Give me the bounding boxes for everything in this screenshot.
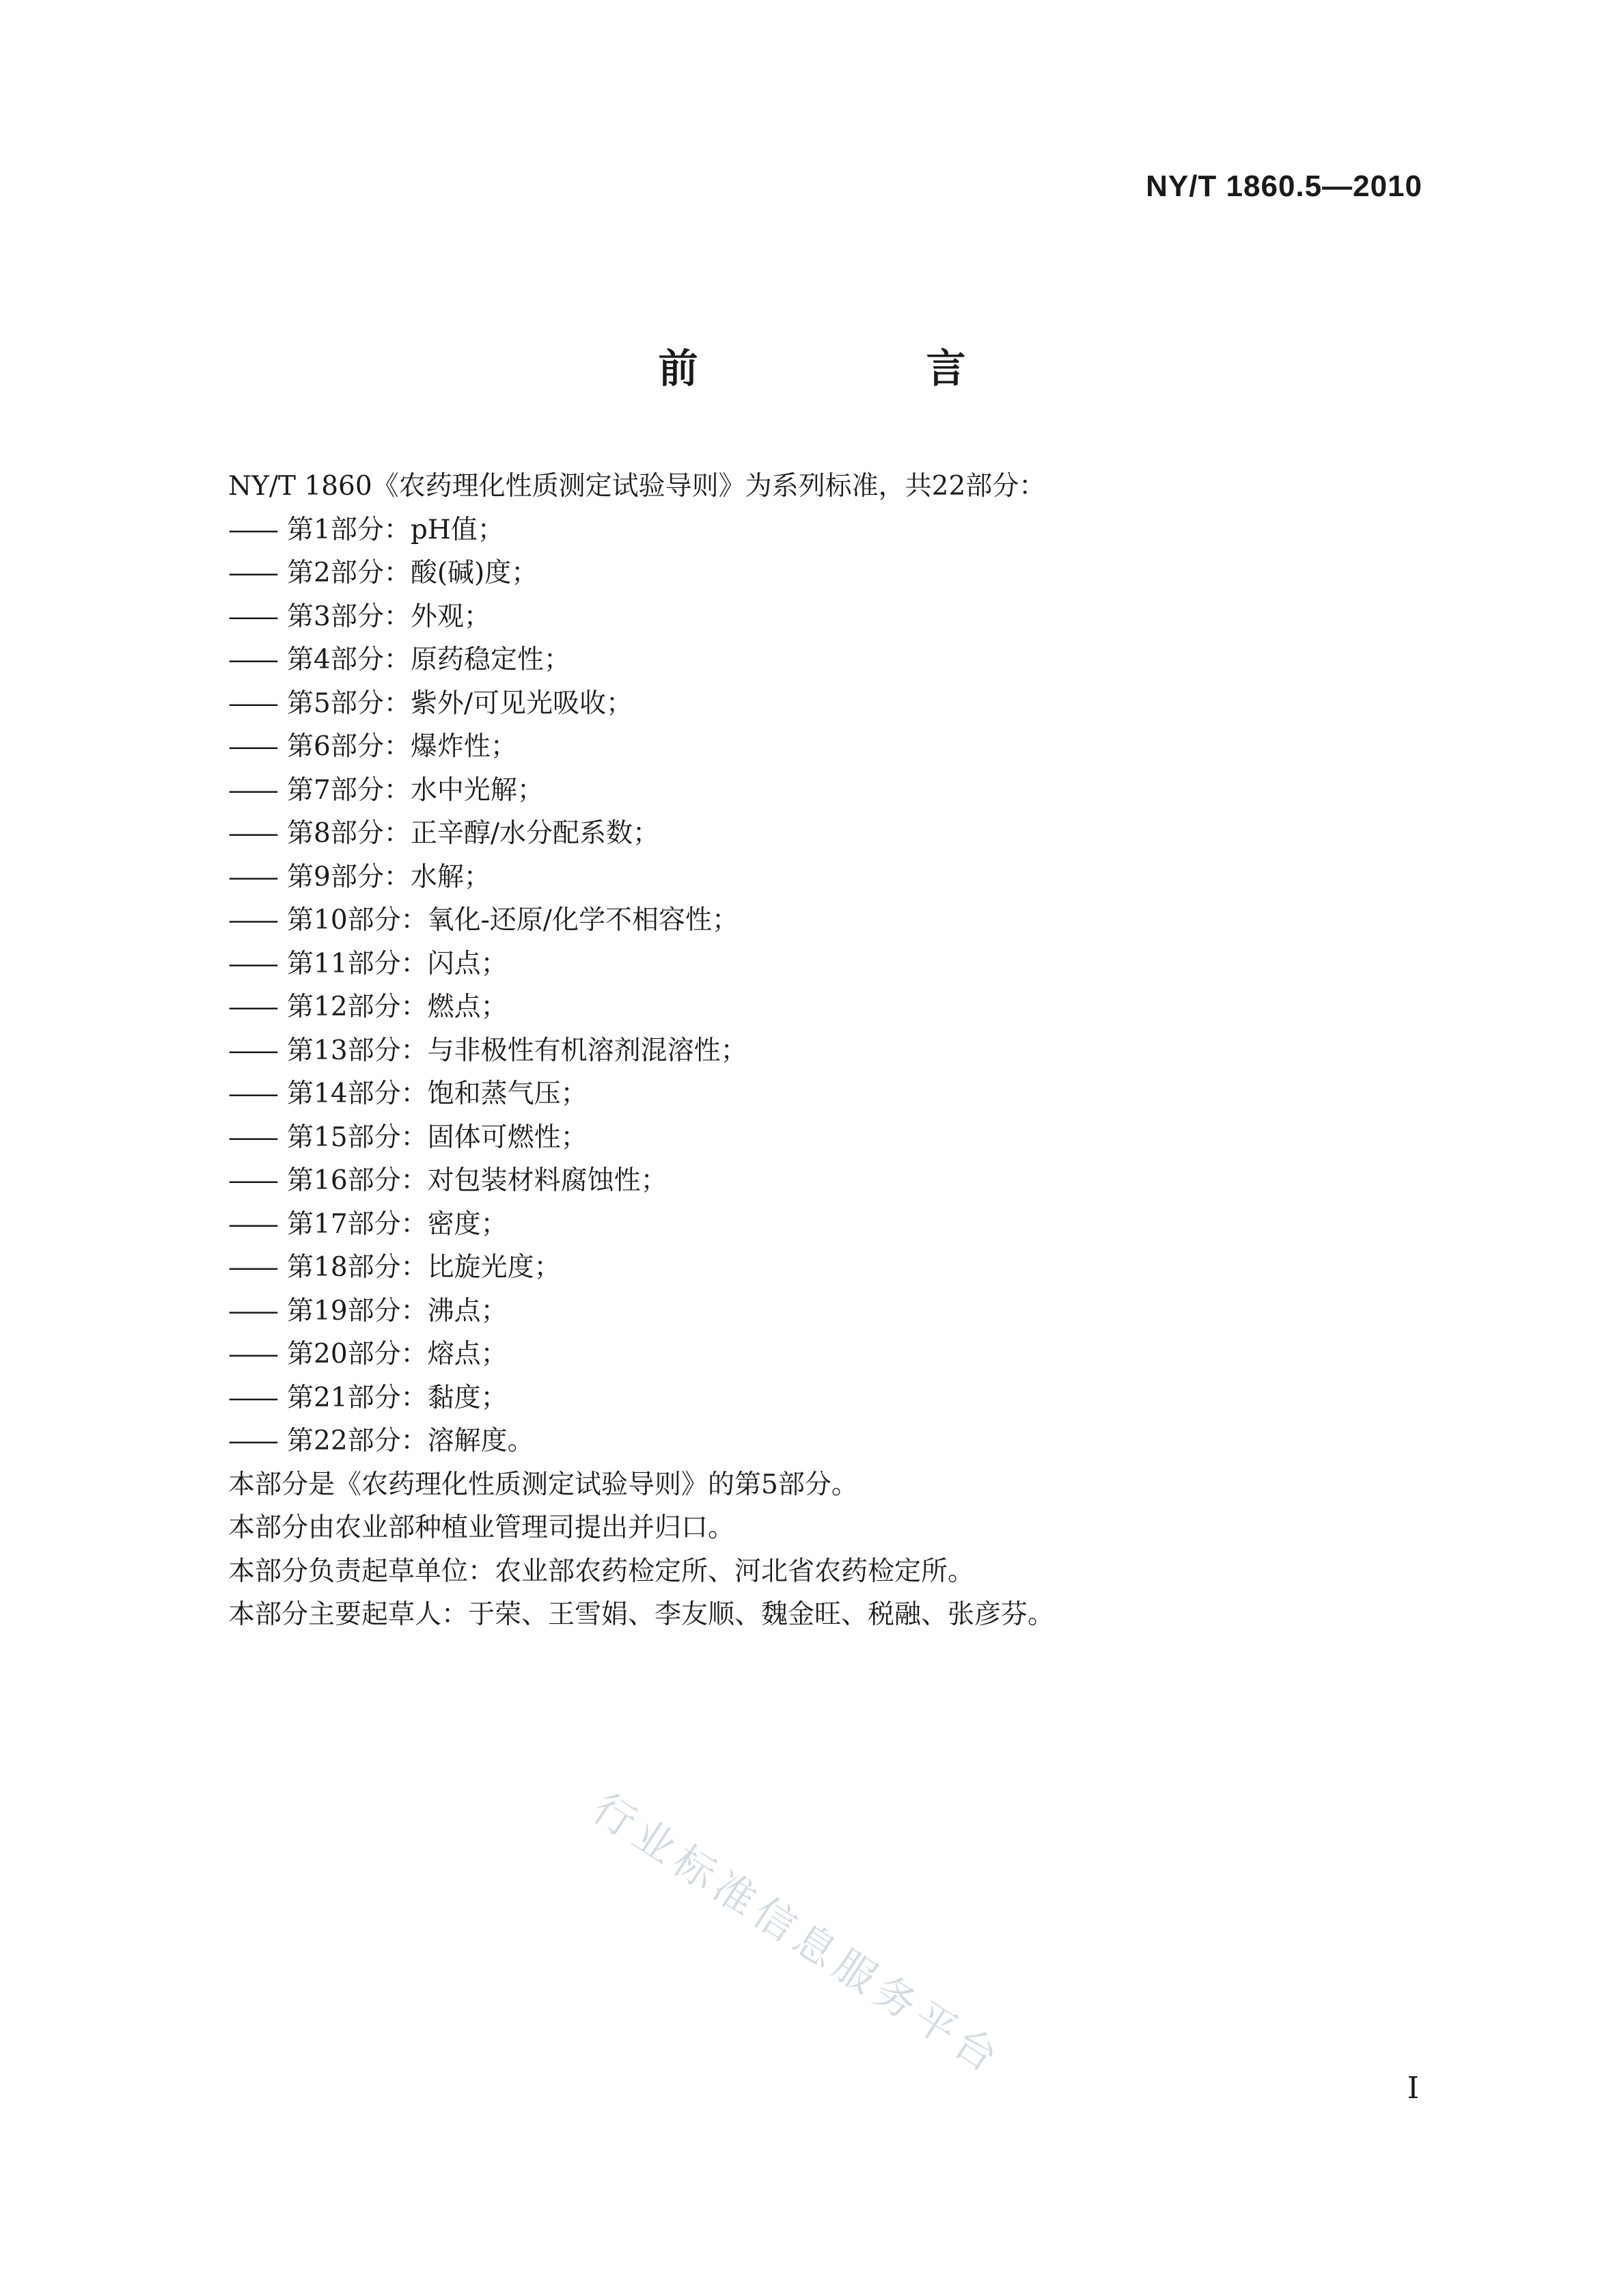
list-item xyxy=(228,1419,1458,1463)
list-dash: —— xyxy=(228,731,276,762)
list-dash: —— xyxy=(228,1426,276,1456)
notes-section xyxy=(228,1463,1458,1637)
list-item xyxy=(228,812,1458,856)
list-dash: —— xyxy=(228,818,276,849)
list-item-text: 第17部分：密度； xyxy=(287,1208,508,1240)
list-item xyxy=(228,638,1458,682)
list-item-text: 第12部分：燃点； xyxy=(287,992,508,1022)
standard-code: NY/T 1860.5—2010 xyxy=(1146,169,1422,203)
list-item xyxy=(228,1290,1458,1333)
list-item xyxy=(228,1116,1458,1160)
list-item-text: 第5部分：紫外/可见光吸收； xyxy=(287,688,633,719)
list-dash: —— xyxy=(228,558,276,588)
list-item xyxy=(228,1159,1458,1203)
list-dash: —— xyxy=(228,1208,276,1240)
list-dash: —— xyxy=(228,514,276,545)
list-item-text: 第9部分：水解； xyxy=(287,861,491,893)
list-item-text: 第22部分：溶解度。 xyxy=(287,1426,534,1456)
list-item xyxy=(228,769,1458,813)
list-item-text: 第3部分：外观； xyxy=(287,601,491,632)
watermark: 行业标准信息服务平台 xyxy=(583,1784,1011,2085)
page-number: I xyxy=(1407,2071,1419,2106)
document-body xyxy=(228,465,1458,1637)
list-item xyxy=(228,856,1458,899)
note-paragraph: 本部分由农业部种植业管理司提出并归口。 xyxy=(228,1512,735,1543)
list-item-text: 第18部分：比旋光度； xyxy=(287,1252,561,1283)
list-dash: —— xyxy=(228,601,276,632)
list-item xyxy=(228,1333,1458,1376)
page-title: 前 言 xyxy=(658,345,1060,392)
list-item-text: 第21部分：黏度； xyxy=(287,1382,508,1413)
list-dash: —— xyxy=(228,1121,276,1153)
list-item-text: 第6部分：爆炸性； xyxy=(287,731,517,762)
list-item-text: 第20部分：熔点； xyxy=(287,1339,508,1370)
list-dash: —— xyxy=(228,948,276,979)
list-item-text: 第4部分：原药稳定性； xyxy=(287,644,570,675)
list-dash: —— xyxy=(228,1339,276,1370)
intro-paragraph: NY/T 1860《农药理化性质测定试验导则》为系列标准，共22部分： xyxy=(228,471,1046,502)
list-item xyxy=(228,1376,1458,1420)
list-dash: —— xyxy=(228,1035,276,1066)
list-item-text: 第8部分：正辛醇/水分配系数； xyxy=(287,818,659,849)
list-dash: —— xyxy=(228,861,276,893)
list-item xyxy=(228,942,1458,986)
list-item-text: 第1部分：pH值； xyxy=(287,514,504,545)
list-item-text: 第10部分：氧化-还原/化学不相容性； xyxy=(287,905,739,936)
list-dash: —— xyxy=(228,1078,276,1109)
list-dash: —— xyxy=(228,1252,276,1283)
list-item xyxy=(228,985,1458,1029)
list-item xyxy=(228,899,1458,942)
list-item-text: 第2部分：酸(碱)度； xyxy=(287,558,538,588)
note-paragraph: 本部分主要起草人：于荣、王雪娟、李友顺、魏金旺、税融、张彦芬。 xyxy=(228,1599,1055,1630)
list-item-text: 第19部分：沸点； xyxy=(287,1295,508,1327)
list-item xyxy=(228,1029,1458,1073)
list-item-text: 第15部分：固体可燃性； xyxy=(287,1121,588,1153)
list-item-text: 第16部分：对包装材料腐蚀性； xyxy=(287,1165,668,1196)
list-item xyxy=(228,1246,1458,1290)
list-dash: —— xyxy=(228,644,276,675)
list-item xyxy=(228,1203,1458,1247)
list-dash: —— xyxy=(228,774,276,806)
list-dash: —— xyxy=(228,1382,276,1413)
list-item xyxy=(228,1072,1458,1116)
list-item xyxy=(228,508,1458,552)
list-dash: —— xyxy=(228,1295,276,1327)
list-item-text: 第7部分：水中光解； xyxy=(287,774,544,806)
note-paragraph: 本部分是《农药理化性质测定试验导则》的第5部分。 xyxy=(228,1469,858,1500)
list-item xyxy=(228,682,1458,726)
list-item-text: 第11部分：闪点； xyxy=(287,948,508,979)
list-dash: —— xyxy=(228,992,276,1022)
note-paragraph: 本部分负责起草单位：农业部农药检定所、河北省农药检定所。 xyxy=(228,1555,975,1587)
list-item xyxy=(228,552,1458,595)
list-dash: —— xyxy=(228,1165,276,1196)
list-item-text: 第14部分：饱和蒸气压； xyxy=(287,1078,588,1109)
list-item xyxy=(228,595,1458,639)
list-item-text: 第13部分：与非极性有机溶剂混溶性； xyxy=(287,1035,747,1066)
list-item xyxy=(228,725,1458,769)
list-dash: —— xyxy=(228,688,276,719)
list-dash: —— xyxy=(228,905,276,936)
parts-list xyxy=(228,508,1458,1463)
